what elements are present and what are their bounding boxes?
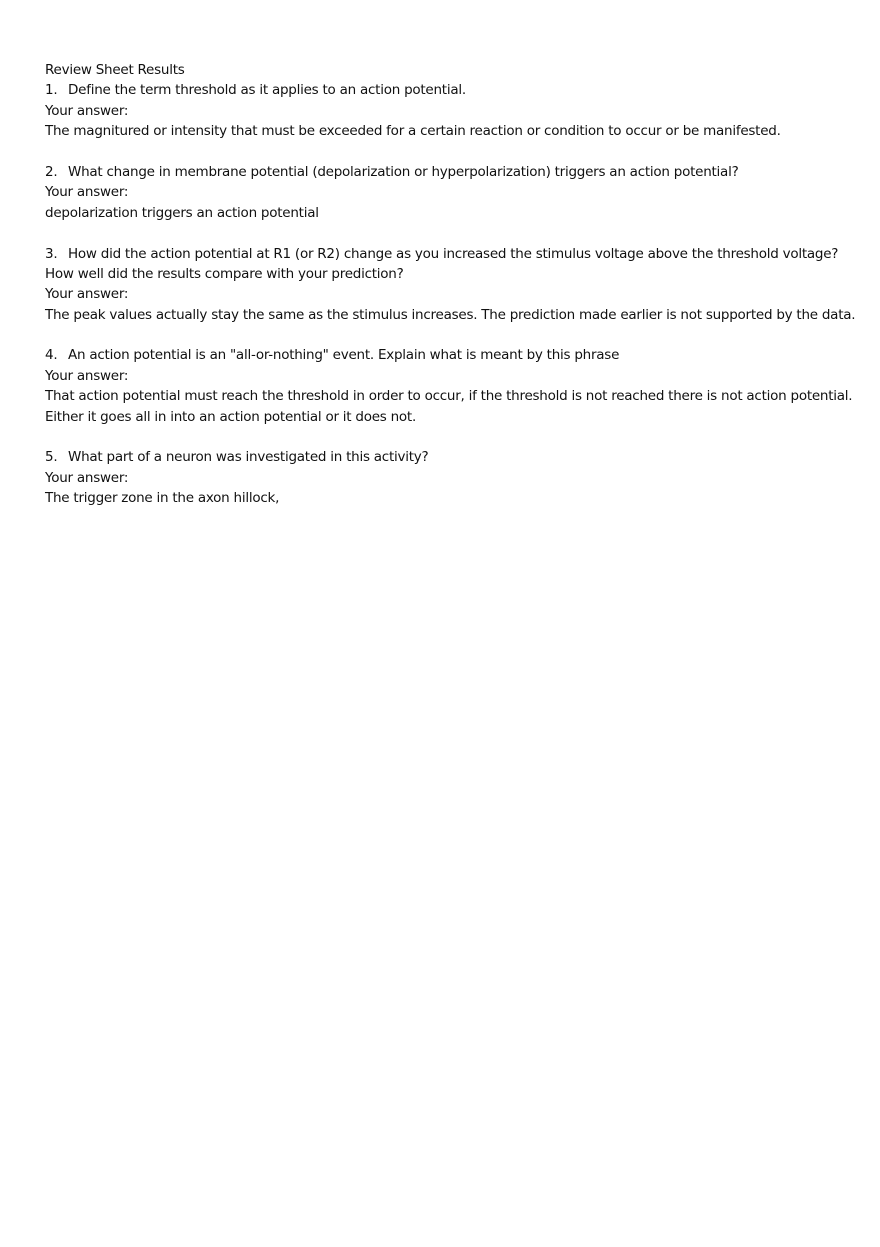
- answer-label-5: Your answer:: [45, 469, 129, 486]
- question-text-3: [45, 244, 845, 264]
- answer-label-4: Your answer:: [45, 367, 129, 384]
- answer-text-4: That action potential must reach the threshold in order to occur, if the threshold is not reached there is not action potential.: [45, 388, 853, 405]
- question-block-3: [45, 244, 856, 326]
- question-text-5: [45, 447, 845, 467]
- answer-label-2: Your answer:: [45, 184, 129, 201]
- answer-label-3: Your answer:: [45, 286, 129, 303]
- question-block-4: [45, 345, 853, 427]
- question-text-4: [45, 345, 845, 365]
- page-title: Review Sheet Results: [45, 62, 185, 78]
- question-block-5: [45, 447, 845, 508]
- question-text-3-line-2: How well did the results compare with your prediction?: [45, 265, 404, 282]
- question-number-1: 1.: [45, 82, 58, 99]
- question-prompt-3: How did the action potential at R1 (or R2) change as you increased the stimulus voltage above the threshold voltage?: [68, 245, 839, 262]
- answer-text-3: The peak values actually stay the same as the stimulus increases. The prediction made earlier is not supported by the data.: [45, 306, 856, 323]
- review-sheet: [45, 60, 856, 529]
- question-prompt-4: An action potential is an "all-or-nothing" event. Explain what is meant by this phrase: [68, 347, 620, 364]
- answer-label-1: Your answer:: [45, 102, 129, 119]
- question-prompt-2: What change in membrane potential (depolarization or hyperpolarization) triggers an action potential?: [68, 163, 739, 180]
- answer-text-5: The trigger zone in the axon hillock,: [45, 490, 280, 507]
- answer-text-4-line-2: Either it goes all in into an action potential or it does not.: [45, 408, 416, 425]
- question-number-4: 4.: [45, 347, 58, 364]
- question-block-1: [45, 80, 845, 141]
- question-block-2: [45, 162, 845, 223]
- question-prompt-1: Define the term threshold as it applies to an action potential.: [68, 82, 466, 99]
- question-number-2: 2.: [45, 163, 58, 180]
- question-prompt-5: What part of a neuron was investigated in this activity?: [68, 449, 429, 466]
- answer-text-1: The magnitured or intensity that must be exceeded for a certain reaction or condition to occur or be manifested.: [45, 123, 781, 140]
- question-text-1: [45, 80, 845, 100]
- question-text-2: [45, 162, 845, 182]
- answer-text-2: depolarization triggers an action potential: [45, 204, 319, 221]
- question-number-3: 3.: [45, 245, 58, 262]
- question-number-5: 5.: [45, 449, 58, 466]
